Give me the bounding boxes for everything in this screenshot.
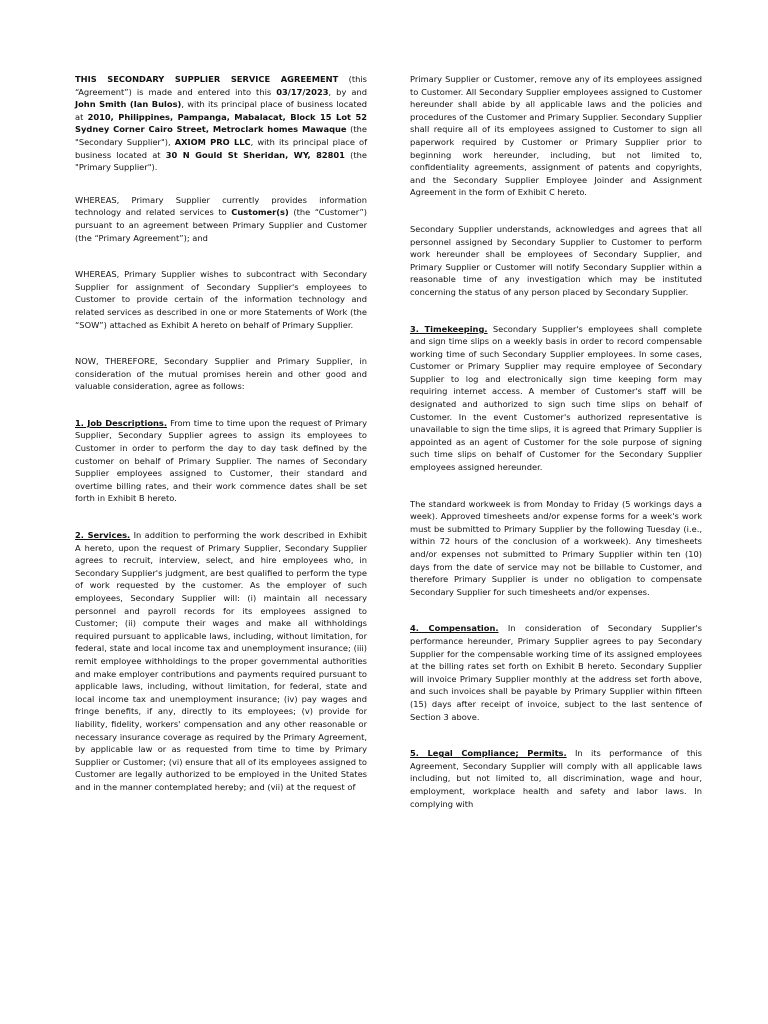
understands-paragraph: Secondary Supplier understands, acknowledges and agrees that all personnel assigned by Secondary Supplier to Customer to perform work hereunder shall be employees of Secondary Supplier, and Primary Supplier or Customer will notify Secondary Supplier within a reasonable time of any investigation which may be instituted concerning the status of any person placed by Secondary Supplier. xyxy=(410,223,702,297)
intro-paragraph: THIS SECONDARY SUPPLIER SERVICE AGREEMENT (this “Agreement”) is made and entered into this 03/17/2023, by and John Smith (Ian Bulos), with its principal place of business located at 2010, Philippines, Pampanga, Mabalacat, Block 15 Lot 52 Sydney Corner Cairo Street, Metroclark homes Mawaque (the "Secondary Supplier"), AXIOM PRO LLC, with its principal place of business located at 30 N Gould St Sheridan, WY, 82801 (the "Primary Supplier"). xyxy=(75,74,368,173)
section-5-heading: 5. Legal Compliance; Permits. xyxy=(410,748,567,759)
whereas-paragraph-1: WHEREAS, Primary Supplier currently provides information technology and related services to Customer(s) (the “Customer”) pursuant to an agreement between Primary Supplier and Customer (the “Primary Agreement”); and xyxy=(75,194,367,243)
section-1-heading: 1. Job Descriptions. xyxy=(75,417,168,428)
left-column xyxy=(75,73,367,794)
right-column xyxy=(410,73,702,810)
secondary-supplier-address: 2010, Philippines, Pampanga, Mabalacat, Block 15 Lot 52 Sydney Corner Cairo Street, Metroclark homes Mawaque xyxy=(75,111,367,135)
section-4-compensation: 4. Compensation. In consideration of Secondary Supplier's performance hereunder, Primary Supplier agrees to pay Secondary Supplier for the compensable working time of its assigned employees at the billing rates set forth on Exhibit B hereto. Secondary Supplier will invoice Primary Supplier monthly at the address set forth above, and such invoices shall be payable by Primary Supplier within fifteen (15) days after receipt of invoice, subject to the last sentence of Section 3 above. xyxy=(410,623,703,722)
now-therefore-paragraph: NOW, THEREFORE, Secondary Supplier and Primary Supplier, in consideration of the mutual promises herein and other good and valuable consideration, agree as follows: xyxy=(75,356,367,392)
agreement-date: 03/17/2023 xyxy=(276,86,329,97)
section-2-continued: Primary Supplier or Customer, remove any of its employees assigned to Customer. All Secondary Supplier employees assigned to Customer hereunder shall abide by all applicable laws and the policies and procedures of the Customer and Primary Supplier. Secondary Supplier shall require all of its employees assigned to Customer to sign all paperwork required by Customer or Primary Supplier prior to beginning work hereunder, including, but not limited to, confidentiality agreements, assignment of patents and copyrights, and the Secondary Supplier Employee Joinder and Assignment Agreement in the form of Exhibit C hereto. xyxy=(410,74,702,198)
primary-supplier-name: AXIOM PRO LLC xyxy=(174,136,251,147)
section-2-services: 2. Services. In addition to performing the work described in Exhibit A hereto, upon the request of Primary Supplier, Secondary Supplier agrees to recruit, interview, select, and hire employees who, in Secondary Supplier's judgment, are best qualified to perform the type of work requested by the customer. As the employer of such employees, Secondary Supplier will: (i) maintain all necessary personnel and payroll records for its employees assigned to Customer; (ii) compute their wages and make all withholdings required pursuant to applicable laws, including, without limitation, for federal, state and local income tax and unemployment insurance; (iii) remit employee withholdings to the proper governmental authorities and make employer contributions and payments required pursuant to applicable laws, including, without limitation, for federal, state and local income tax and unemployment insurance; (iv) pay wages and fringe benefits, if any, directly to its employees; (v) provide for liability, fidelity, workers' compensation and any other reasonable or necessary insurance coverage as required by the Primary Agreement, by applicable law or as requested from time to time by Primary Supplier or Customer; (vi) ensure that all of its employees assigned to Customer are legally authorized to be employed in the United States and in the manner contemplated hereby; and (vii) at the request of xyxy=(75,530,367,792)
section-5-legal-compliance: 5. Legal Compliance; Permits. In its performance of this Agreement, Secondary Supplier will comply with all applicable laws including, but not limited to, all discrimination, wage and hour, employment, workplace health and safety and labor laws. In complying with xyxy=(410,748,703,809)
section-4-heading: 4. Compensation. xyxy=(410,623,499,634)
workweek-paragraph: The standard workweek is from Monday to Friday (5 workings days a week). Approved timesheets and/or expense forms for a week's work must be submitted to Primary Supplier by the following Tuesday (i.e., within 72 hours of the conclusion of a workweek). Any timesheets and/or expenses not submitted to Primary Supplier within ten (10) days from the date of service may not be billable to Customer, and therefore Primary Supplier is under no obligation to compensate Secondary Supplier for such timesheets and/or expenses. xyxy=(410,498,702,597)
section-3-timekeeping: 3. Timekeeping. Secondary Supplier's employees shall complete and sign time slips on a weekly basis in order to record compensable working time of such Secondary Supplier employees. In some cases, Customer or Primary Supplier may require employee of Secondary Supplier to log and electronically sign time keeping form may requiring internet access. A member of Customer's staff will be designated and authorized to sign such time slips on behalf of Customer. In the event Customer's authorized representative is unavailable to sign the time slips, it is agreed that Primary Supplier is appointed as an agent of Customer for the sole purpose of signing such time slips on behalf of Customer for the Secondary Supplier employees assigned hereunder. xyxy=(410,323,702,473)
section-3-heading: 3. Timekeeping. xyxy=(410,323,488,334)
section-2-heading: 2. Services. xyxy=(75,530,131,541)
whereas-paragraph-2: WHEREAS, Primary Supplier wishes to subcontract with Secondary Supplier for assignment of Secondary Supplier's employees to Customer to provide certain of the information technology and related services as described in one or more Statements of Work (the “SOW”) attached as Exhibit A hereto on behalf of Primary Supplier. xyxy=(75,269,367,330)
section-1-job-descriptions: 1. Job Descriptions. From time to time upon the request of Primary Supplier, Secondary Supplier agrees to assign its employees to Customer in order to perform the day to day task defined by the customer on behalf of Primary Supplier. The names of Secondary Supplier employees assigned to Customer, their standard and overtime billing rates, and their work commence dates shall be set forth in Exhibit B hereto. xyxy=(75,417,367,504)
secondary-supplier-name: John Smith (Ian Bulos) xyxy=(75,99,182,110)
primary-supplier-address: 30 N Gould St Sheridan, WY, 82801 xyxy=(165,149,345,160)
agreement-title: THIS SECONDARY SUPPLIER SERVICE AGREEMENT xyxy=(75,74,339,84)
customer-name: Customer(s) xyxy=(231,207,289,218)
